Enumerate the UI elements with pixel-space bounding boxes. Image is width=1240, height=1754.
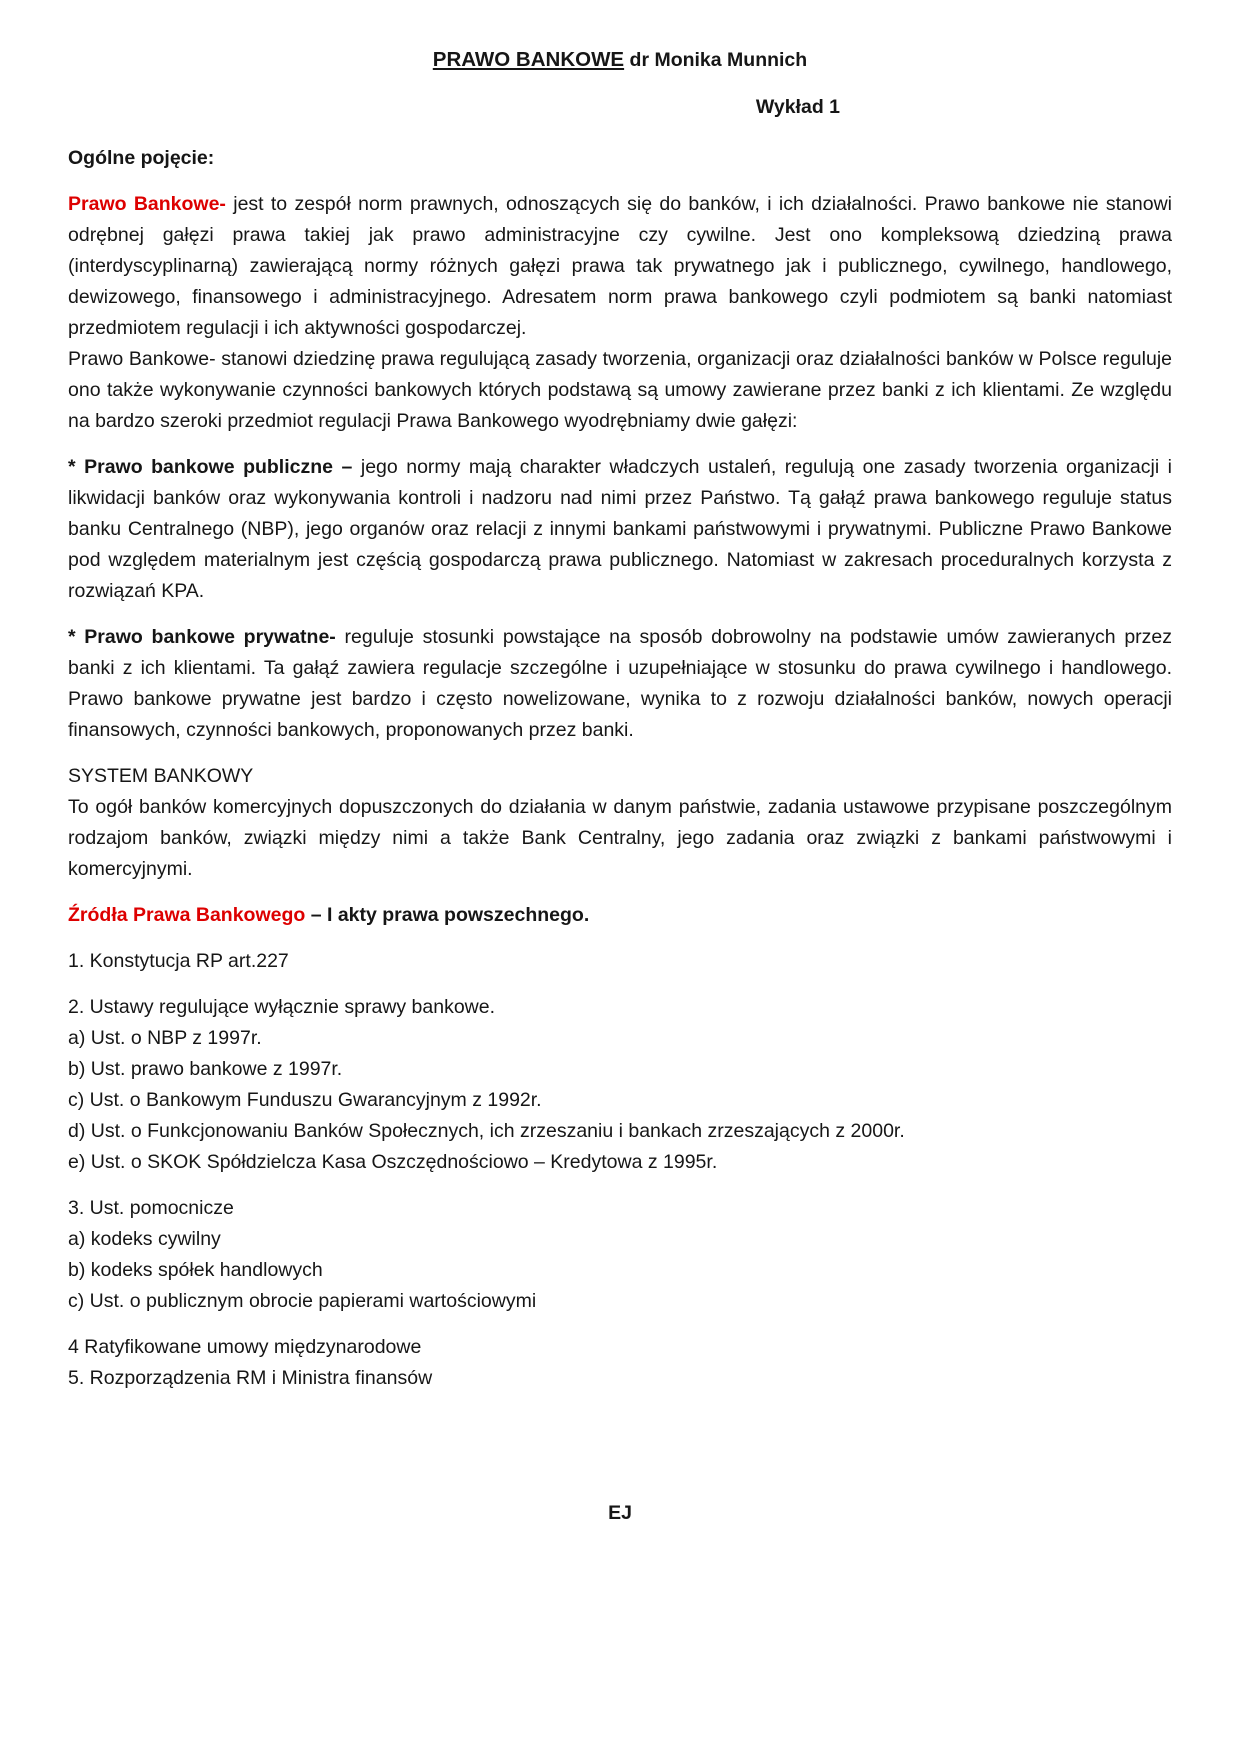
list-final-items bbox=[68, 1332, 1172, 1394]
list-item: a) Ust. o NBP z 1997r. bbox=[68, 1027, 262, 1049]
term-prawo-bankowe: Prawo Bankowe- bbox=[68, 193, 226, 215]
paragraph-definition-text: jest to zespół norm prawnych, odnoszących się do banków, i ich działalności. Prawo bankowe nie stanowi odrębnej gałęzi prawa takiej jak prawo administracyjne czy cywilne. Jest ono kompleksową dziedziną prawa (interdyscyplinarną) zawierającą normy różnych gałęzi prawa tak prywatnego jak i publicznego, cywilnego, handlowego, dewizowego, finansowego i administracyjnego. Adresatem norm prawa bankowego czyli podmiotem są banki natomiast przedmiotem regulacji i ich aktywności gospodarczej. bbox=[68, 193, 1172, 339]
term-zrodla-prawa-bankowego: Źródła Prawa Bankowego bbox=[68, 904, 306, 926]
list-ustawy-pomocnicze bbox=[68, 1193, 1172, 1317]
document-title: PRAWO BANKOWE bbox=[432, 48, 625, 71]
list-ustawy-title: 2. Ustawy regulujące wyłącznie sprawy bankowe. bbox=[68, 996, 496, 1018]
paragraph-zrodla-prawa bbox=[68, 900, 1172, 931]
lecture-number: Wykład 1 bbox=[755, 96, 840, 118]
list-item: b) kodeks spółek handlowych bbox=[68, 1259, 323, 1281]
paragraph-definition-continued: Prawo Bankowe- stanowi dziedzinę prawa regulującą zasady tworzenia, organizacji oraz działalności banków w Polsce reguluje ono także wykonywanie czynności bankowych których podstawą są umowy zawierane przez banki z ich klientami. Ze względu na bardzo szeroki przedmiot regulacji Prawa Bankowego wyodrębniamy dwie gałęzi: bbox=[68, 348, 1172, 432]
term-prawo-bankowe-prywatne: * Prawo bankowe prywatne- bbox=[68, 626, 336, 648]
list-item: a) kodeks cywilny bbox=[68, 1228, 221, 1250]
paragraph-prawo-prywatne bbox=[68, 622, 1172, 746]
list-item-konstytucja: 1. Konstytucja RP art.227 bbox=[68, 950, 289, 972]
list-item: b) Ust. prawo bankowe z 1997r. bbox=[68, 1058, 343, 1080]
list-item: d) Ust. o Funkcjonowaniu Banków Społecznych, ich zrzeszaniu i bankach zrzeszających z 2000r. bbox=[68, 1120, 905, 1142]
section-system-bankowy bbox=[68, 761, 1172, 885]
list-item-umowy: 4 Ratyfikowane umowy międzynarodowe bbox=[68, 1336, 422, 1358]
list-ustawy-bankowe bbox=[68, 992, 1172, 1178]
title-line bbox=[68, 44, 1172, 76]
author-name: dr Monika Munnich bbox=[624, 49, 808, 71]
system-bankowy-text: To ogół banków komercyjnych dopuszczonych do działania w danym państwie, zadania ustawowe przypisane poszczególnym rodzajom banków, związki między nimi a także Bank Centralny, jego zadania oraz związki z bankami państwowymi i komercyjnymi. bbox=[68, 796, 1172, 880]
paragraph-prawo-prywatne-text: reguluje stosunki powstające na sposób dobrowolny na podstawie umów zawieranych przez banki z ich klientami. Ta gałąź zawiera regulacje szczególne i uzupełniające w stosunku do prawa cywilnego i handlowego. Prawo bankowe prywatne jest bardzo i często nowelizowane, wynika to z rozwoju działalności banków, nowych operacji finansowych, czynności bankowych, proponowanych przez banki. bbox=[68, 626, 1172, 741]
list-item-rozporzadzenia: 5. Rozporządzenia RM i Ministra finansów bbox=[68, 1367, 433, 1389]
list-item: c) Ust. o publicznym obrocie papierami wartościowymi bbox=[68, 1290, 537, 1312]
term-prawo-bankowe-publiczne: * Prawo bankowe publiczne – bbox=[68, 456, 353, 478]
system-bankowy-title: SYSTEM BANKOWY bbox=[68, 765, 254, 787]
paragraph-prawo-publiczne-text: jego normy mają charakter władczych ustaleń, regulują one zasady tworzenia organizacji i likwidacji banków oraz wykonywania kontroli i nadzoru nad nimi przez Państwo. Tą gałąź prawa bankowego reguluje status banku Centralnego (NBP), jego organów oraz relacji z innymi bankami państwowymi i prywatnymi. Publiczne Prawo Bankowe pod względem materialnym jest częścią gospodarczą prawa publicznego. Natomiast w zakresach proceduralnych korzysta z rozwiązań KPA. bbox=[68, 456, 1173, 602]
paragraph-definition bbox=[68, 189, 1172, 344]
paragraph-prawo-publiczne bbox=[68, 452, 1172, 607]
list-pomocnicze-title: 3. Ust. pomocnicze bbox=[68, 1197, 234, 1219]
list-item: e) Ust. o SKOK Spółdzielcza Kasa Oszczędnościowo – Kredytowa z 1995r. bbox=[68, 1151, 718, 1173]
page-footer-initials: EJ bbox=[608, 1502, 632, 1524]
section-heading-ogolne-pojecie: Ogólne pojęcie: bbox=[68, 147, 215, 169]
zrodla-prawa-rest: – I akty prawa powszechnego. bbox=[305, 904, 590, 926]
list-item: c) Ust. o Bankowym Funduszu Gwarancyjnym z 1992r. bbox=[68, 1089, 542, 1111]
